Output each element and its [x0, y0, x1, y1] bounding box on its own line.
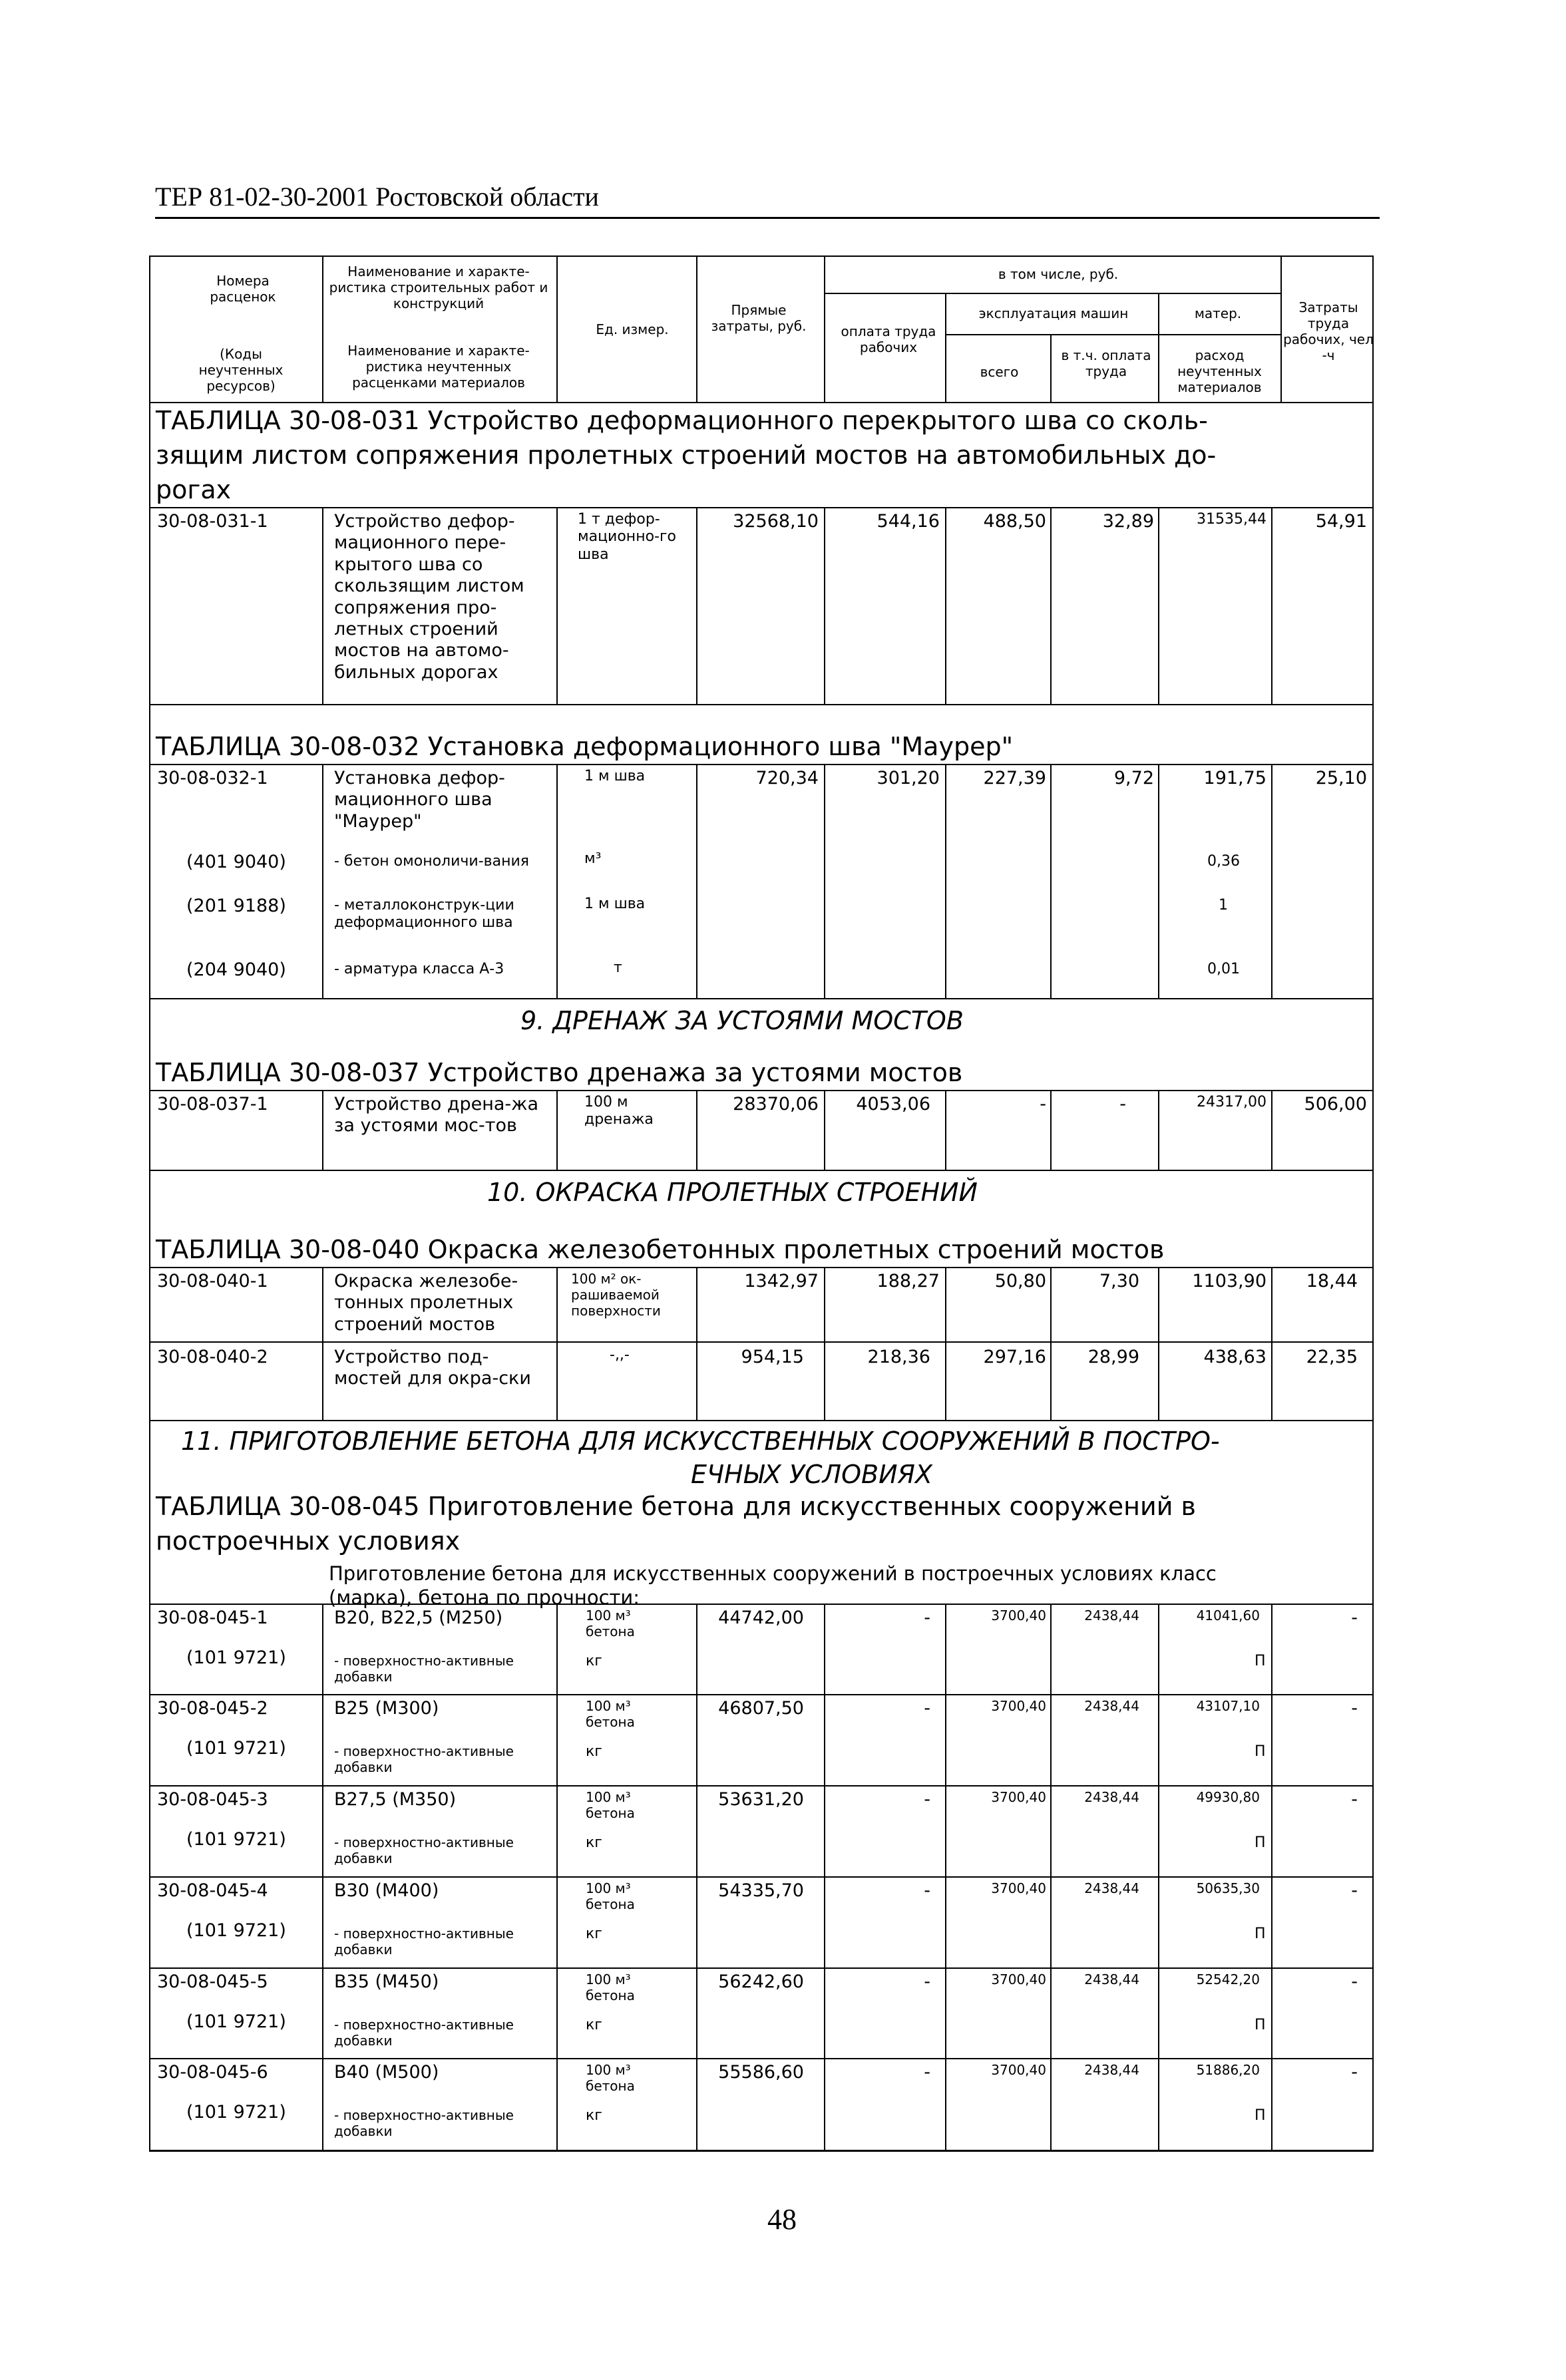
rate-materials: 43107,10 [1196, 1698, 1260, 1714]
resource-qty: П [1255, 1653, 1266, 1669]
table-rule [1158, 1604, 1159, 2150]
resource-qty: 0,36 [1207, 853, 1240, 870]
table-title-045-line2: построечных условиях [156, 1526, 461, 1556]
rate-machines: - [1040, 1094, 1046, 1114]
rate-machines-labor: 2438,44 [1084, 1880, 1139, 1896]
rate-code: 30-08-032-1 [157, 768, 268, 788]
rate-unit: 100 м² ок-рашиваемой поверхности [571, 1271, 661, 1319]
hdr-col1-bottom: (Коды неучтенных ресурсов) [198, 346, 284, 394]
rate-name: В35 (М450) [334, 1971, 439, 1992]
rate-code: 30-08-045-5 [157, 1971, 268, 1992]
rate-labor-pay: 544,16 [877, 511, 940, 532]
rate-labor-pay: - [924, 1789, 930, 1810]
rate-code: 30-08-045-3 [157, 1789, 268, 1810]
rate-unit: 100 м³ бетона [586, 1880, 635, 1912]
hdr-labor-hours: Затраты труда рабочих, чел -ч [1283, 299, 1374, 363]
table-rule [322, 764, 323, 998]
hdr-col2-top: Наименование и характе-ристика строительных работ и конструкций [329, 263, 548, 311]
rate-materials: 41041,60 [1196, 1608, 1260, 1623]
rate-labor-hours: - [1351, 1608, 1358, 1628]
rate-materials: 24317,00 [1197, 1094, 1267, 1110]
rate-direct-cost: 1342,97 [744, 1271, 819, 1291]
hdr-col1-top: Номера расценок [210, 273, 276, 305]
hdr-direct: Прямые затраты, руб. [711, 302, 807, 334]
rate-unit: -,,- [610, 1347, 630, 1363]
table-title-037: ТАБЛИЦА 30-08-037 Устройство дренажа за устоями мостов [156, 1058, 963, 1087]
resource-unit: м³ [584, 850, 602, 867]
rate-direct-cost: 28370,06 [733, 1094, 819, 1114]
rate-labor-hours: 18,44 [1306, 1271, 1358, 1291]
table-rule [149, 1876, 1374, 1878]
rate-labor-pay: - [924, 1971, 930, 1992]
resource-code: (204 9040) [186, 959, 286, 980]
rate-unit: 1 т дефор-мационно-го шва [578, 511, 676, 563]
resource-name: - поверхностно-активные добавки [334, 1834, 514, 1866]
table-rule [696, 764, 697, 998]
rate-machines: 50,80 [994, 1271, 1046, 1291]
rate-machines: 3700,40 [991, 2062, 1046, 2078]
rate-machines: 227,39 [983, 768, 1046, 788]
rate-materials: 49930,80 [1196, 1789, 1260, 1805]
table-rule [945, 1604, 946, 2150]
resource-unit: кг [586, 1653, 602, 1669]
table-rule [149, 998, 1374, 999]
rate-direct-cost: 44742,00 [718, 1608, 804, 1628]
rate-unit: 100 м³ бетона [586, 1608, 635, 1639]
resource-name: - поверхностно-активные добавки [334, 1743, 514, 1775]
resource-qty: П [1255, 1834, 1266, 1851]
table-rule [1271, 1267, 1272, 1420]
rate-code: 30-08-040-1 [157, 1271, 268, 1291]
rate-name: Устройство дрена-жа за устоями мос-тов [334, 1094, 539, 1136]
rate-code: 30-08-045-2 [157, 1698, 268, 1719]
table-rule [149, 1967, 1374, 1969]
rate-machines: 3700,40 [991, 1789, 1046, 1805]
rate-name: В40 (М500) [334, 2062, 439, 2083]
rate-labor-pay: 301,20 [877, 768, 940, 788]
resource-qty: П [1255, 1926, 1266, 1942]
table-rule [1050, 764, 1052, 998]
table-rule [1158, 507, 1159, 704]
resource-unit: кг [586, 2107, 602, 2124]
header-rule [155, 217, 1380, 219]
table-title-045-line1: ТАБЛИЦА 30-08-045 Приготовление бетона для искусственных сооружений в [156, 1492, 1196, 1521]
rate-machines: 3700,40 [991, 1698, 1046, 1714]
rate-unit: 100 м³ бетона [586, 1789, 635, 1821]
hdr-materials: матер. [1194, 305, 1242, 321]
rate-machines-labor: 7,30 [1099, 1271, 1139, 1291]
rate-labor-pay: 218,36 [867, 1347, 930, 1367]
table-rule [322, 507, 323, 704]
rate-materials: 52542,20 [1196, 1971, 1260, 1987]
table-rule [322, 1604, 323, 2150]
table-rule [824, 1267, 825, 1420]
resource-name: - поверхностно-активные добавки [334, 2107, 514, 2139]
resource-name: - поверхностно-активные добавки [334, 1926, 514, 1957]
table-rule [556, 1090, 558, 1170]
table-rule [945, 334, 1280, 335]
resource-name: - поверхностно-активные добавки [334, 1653, 514, 1685]
table-rule [149, 704, 1374, 705]
rate-labor-hours: - [1351, 1880, 1358, 1901]
table-rule [149, 1170, 1374, 1171]
rate-code: 30-08-031-1 [157, 511, 268, 532]
table-rule [1158, 1090, 1159, 1170]
table-rule [322, 255, 323, 402]
table-rule [1050, 507, 1052, 704]
table-title-031-line2: зящим листом сопряжения пролетных строений мостов на автомобильных до- [156, 440, 1217, 470]
rate-machines: 3700,40 [991, 1880, 1046, 1896]
table-rule [1271, 507, 1272, 704]
section-heading-9: 9. ДРЕНАЖ ЗА УСТОЯМИ МОСТОВ [520, 1006, 964, 1035]
table-rule [1271, 1604, 1272, 2150]
rate-labor-pay: - [924, 2062, 930, 2083]
rate-machines-labor: 2438,44 [1084, 1971, 1139, 1987]
table-rule [1158, 1267, 1159, 1420]
table-rule [824, 293, 1280, 294]
resource-qty: П [1255, 1743, 1266, 1760]
rate-labor-hours: 25,10 [1315, 768, 1367, 788]
table-rule [1271, 764, 1272, 998]
rate-name: В20, В22,5 (М250) [334, 1608, 503, 1628]
rate-machines-labor: 28,99 [1087, 1347, 1139, 1367]
section-heading-11-line1: 11. ПРИГОТОВЛЕНИЕ БЕТОНА ДЛЯ ИСКУССТВЕННЫХ СООРУЖЕНИЙ В ПОСТРО- [181, 1427, 1220, 1456]
table-rule [945, 1090, 946, 1170]
hdr-machines-labor: в т.ч. оплата труда [1061, 347, 1151, 379]
rate-name: В30 (М400) [334, 1880, 439, 1901]
rate-labor-hours: 22,35 [1306, 1347, 1358, 1367]
resource-qty: П [1255, 2017, 1266, 2033]
rate-labor-pay: - [924, 1698, 930, 1719]
rate-unit: 100 м дренажа [584, 1094, 654, 1128]
hdr-machines: эксплуатация машин [978, 305, 1129, 321]
resource-code: (101 9721) [186, 1738, 286, 1759]
rate-code: 30-08-045-4 [157, 1880, 268, 1901]
rate-labor-hours: - [1351, 1971, 1358, 1992]
resource-qty: 1 [1219, 897, 1228, 914]
table-rule [556, 1604, 558, 2150]
table-rule [824, 1090, 825, 1170]
rate-direct-cost: 720,34 [755, 768, 819, 788]
table-rule [149, 2150, 1374, 2152]
table-rule [149, 402, 1374, 403]
rate-machines-labor: 2438,44 [1084, 2062, 1139, 2078]
resource-code: (201 9188) [186, 896, 286, 916]
hdr-labor-pay: оплата труда рабочих [841, 323, 936, 355]
resource-code: (101 9721) [186, 2102, 286, 2123]
rate-materials: 31535,44 [1197, 511, 1267, 528]
rate-name: Окраска железобе-тонных пролетных строений мостов [334, 1271, 518, 1335]
rate-labor-pay: 188,27 [877, 1271, 940, 1291]
rate-machines: 488,50 [983, 511, 1046, 532]
table-rule [1050, 1604, 1052, 2150]
rate-name: В25 (М300) [334, 1698, 439, 1719]
resource-qty: 0,01 [1207, 961, 1240, 977]
rate-direct-cost: 54335,70 [718, 1880, 804, 1901]
table-rule [1050, 1090, 1052, 1170]
hdr-in-total: в том числе, руб. [998, 266, 1119, 282]
rate-name: Установка дефор-мационного шва "Маурер" [334, 768, 505, 832]
rate-machines: 3700,40 [991, 1608, 1046, 1623]
table-rule [149, 2058, 1374, 2059]
table-rule [149, 1694, 1374, 1695]
rate-unit: 1 м шва [584, 768, 646, 784]
hdr-col2-bottom: Наименование и характе-ристика неучтенных расценками материалов [347, 343, 530, 391]
rate-labor-hours: - [1351, 1789, 1358, 1810]
table-title-031-line1: ТАБЛИЦА 30-08-031 Устройство деформационного перекрытого шва со сколь- [156, 406, 1208, 435]
document-header: ТЕР 81-02-30-2001 Ростовской области [155, 182, 599, 212]
rate-materials: 51886,20 [1196, 2062, 1260, 2078]
rate-labor-pay: 4053,06 [856, 1094, 930, 1114]
page-number: 48 [767, 2203, 797, 2236]
table-rule [945, 764, 946, 998]
rate-code: 30-08-045-6 [157, 2062, 268, 2083]
rate-materials: 438,63 [1203, 1347, 1267, 1367]
table-rule [149, 1341, 1374, 1343]
rate-unit: 100 м³ бетона [586, 2062, 635, 2094]
resource-code: (101 9721) [186, 1920, 286, 1941]
rate-machines-labor: 9,72 [1113, 768, 1154, 788]
table-rule [556, 507, 558, 704]
rate-labor-hours: - [1351, 2062, 1358, 2083]
rate-labor-hours: 54,91 [1315, 511, 1367, 532]
table-rule [556, 255, 558, 402]
table-rule [149, 764, 1374, 765]
rate-unit: 100 м³ бетона [586, 1971, 635, 2003]
table-rule [149, 507, 1374, 508]
rate-direct-cost: 56242,60 [718, 1971, 804, 1992]
resource-unit: кг [586, 1926, 602, 1942]
resource-code: (401 9040) [186, 852, 286, 872]
rate-machines-labor: 32,89 [1102, 511, 1154, 532]
rate-labor-hours: 506,00 [1304, 1094, 1367, 1114]
rate-name: Устройство под-мостей для окра-ски [334, 1347, 531, 1389]
rate-labor-hours: - [1351, 1698, 1358, 1719]
rate-materials: 191,75 [1203, 768, 1267, 788]
hdr-unit: Ед. измер. [596, 321, 669, 337]
table-rule [945, 507, 946, 704]
resource-unit: кг [586, 1834, 602, 1851]
resource-name: - арматура класса А-3 [334, 961, 504, 977]
table-rule [824, 1604, 825, 2150]
table-045-subtitle-line2: (марка), бетона по прочности: [329, 1586, 640, 1609]
table-rule [945, 1267, 946, 1420]
resource-unit: кг [586, 1743, 602, 1760]
resource-code: (101 9721) [186, 1829, 286, 1850]
rate-direct-cost: 55586,60 [718, 2062, 804, 2083]
table-rule [824, 507, 825, 704]
resource-unit: т [614, 959, 622, 976]
table-rule [322, 1267, 323, 1420]
table-rule [1271, 1090, 1272, 1170]
resource-name: - металлоконструк-ции деформационного шва [334, 897, 514, 932]
table-045-subtitle-line1: Приготовление бетона для искусственных сооружений в построечных условиях класс [329, 1562, 1217, 1585]
table-rule [1158, 764, 1159, 998]
rate-direct-cost: 954,15 [741, 1347, 804, 1367]
table-rule [556, 1267, 558, 1420]
table-rule [322, 1090, 323, 1170]
rate-machines-labor: 2438,44 [1084, 1608, 1139, 1623]
rate-labor-pay: - [924, 1880, 930, 1901]
table-rule [149, 1785, 1374, 1786]
rate-machines-labor: - [1119, 1094, 1126, 1114]
rate-name: В27,5 (М350) [334, 1789, 457, 1810]
table-rule [149, 1420, 1374, 1421]
table-rule [149, 1267, 1374, 1268]
rate-machines: 297,16 [983, 1347, 1046, 1367]
rate-materials: 1103,90 [1192, 1271, 1267, 1291]
rate-direct-cost: 32568,10 [733, 511, 819, 532]
resource-code: (101 9721) [186, 1647, 286, 1668]
table-title-040: ТАБЛИЦА 30-08-040 Окраска железобетонных пролетных строений мостов [156, 1235, 1165, 1264]
table-rule [945, 293, 946, 402]
hdr-materials-unaccounted: расход неучтенных материалов [1177, 347, 1262, 395]
rate-direct-cost: 53631,20 [718, 1789, 804, 1810]
section-heading-11-line2: ЕЧНЫХ УСЛОВИЯХ [691, 1460, 932, 1489]
rate-code: 30-08-037-1 [157, 1094, 268, 1114]
resource-code: (101 9721) [186, 2011, 286, 2032]
rate-code: 30-08-045-1 [157, 1608, 268, 1628]
rate-labor-pay: - [924, 1608, 930, 1628]
table-rule [149, 1090, 1374, 1091]
resource-name: - бетон омоноличи-вания [334, 853, 530, 870]
table-rule [556, 764, 558, 998]
table-title-031-line3: рогах [156, 475, 232, 504]
rate-unit: 100 м³ бетона [586, 1698, 635, 1730]
hdr-machines-total: всего [980, 364, 1019, 380]
rate-name: Устройство дефор-мационного пере-крытого шва со скользящим листом сопряжения про-летных строений мостов на автомо-бильных дорогах [334, 511, 524, 683]
table-rule [1050, 1267, 1052, 1420]
rate-machines-labor: 2438,44 [1084, 1789, 1139, 1805]
rate-direct-cost: 46807,50 [718, 1698, 804, 1719]
rate-machines: 3700,40 [991, 1971, 1046, 1987]
rate-materials: 50635,30 [1196, 1880, 1260, 1896]
resource-qty: П [1255, 2107, 1266, 2124]
resource-name: - поверхностно-активные добавки [334, 2017, 514, 2049]
table-title-032: ТАБЛИЦА 30-08-032 Установка деформационного шва "Маурер" [156, 732, 1014, 761]
table-rule [824, 764, 825, 998]
resource-unit: кг [586, 2017, 602, 2033]
resource-unit: 1 м шва [584, 896, 646, 912]
rate-code: 30-08-040-2 [157, 1347, 268, 1367]
rate-machines-labor: 2438,44 [1084, 1698, 1139, 1714]
section-heading-10: 10. ОКРАСКА ПРОЛЕТНЫХ СТРОЕНИЙ [487, 1178, 978, 1207]
